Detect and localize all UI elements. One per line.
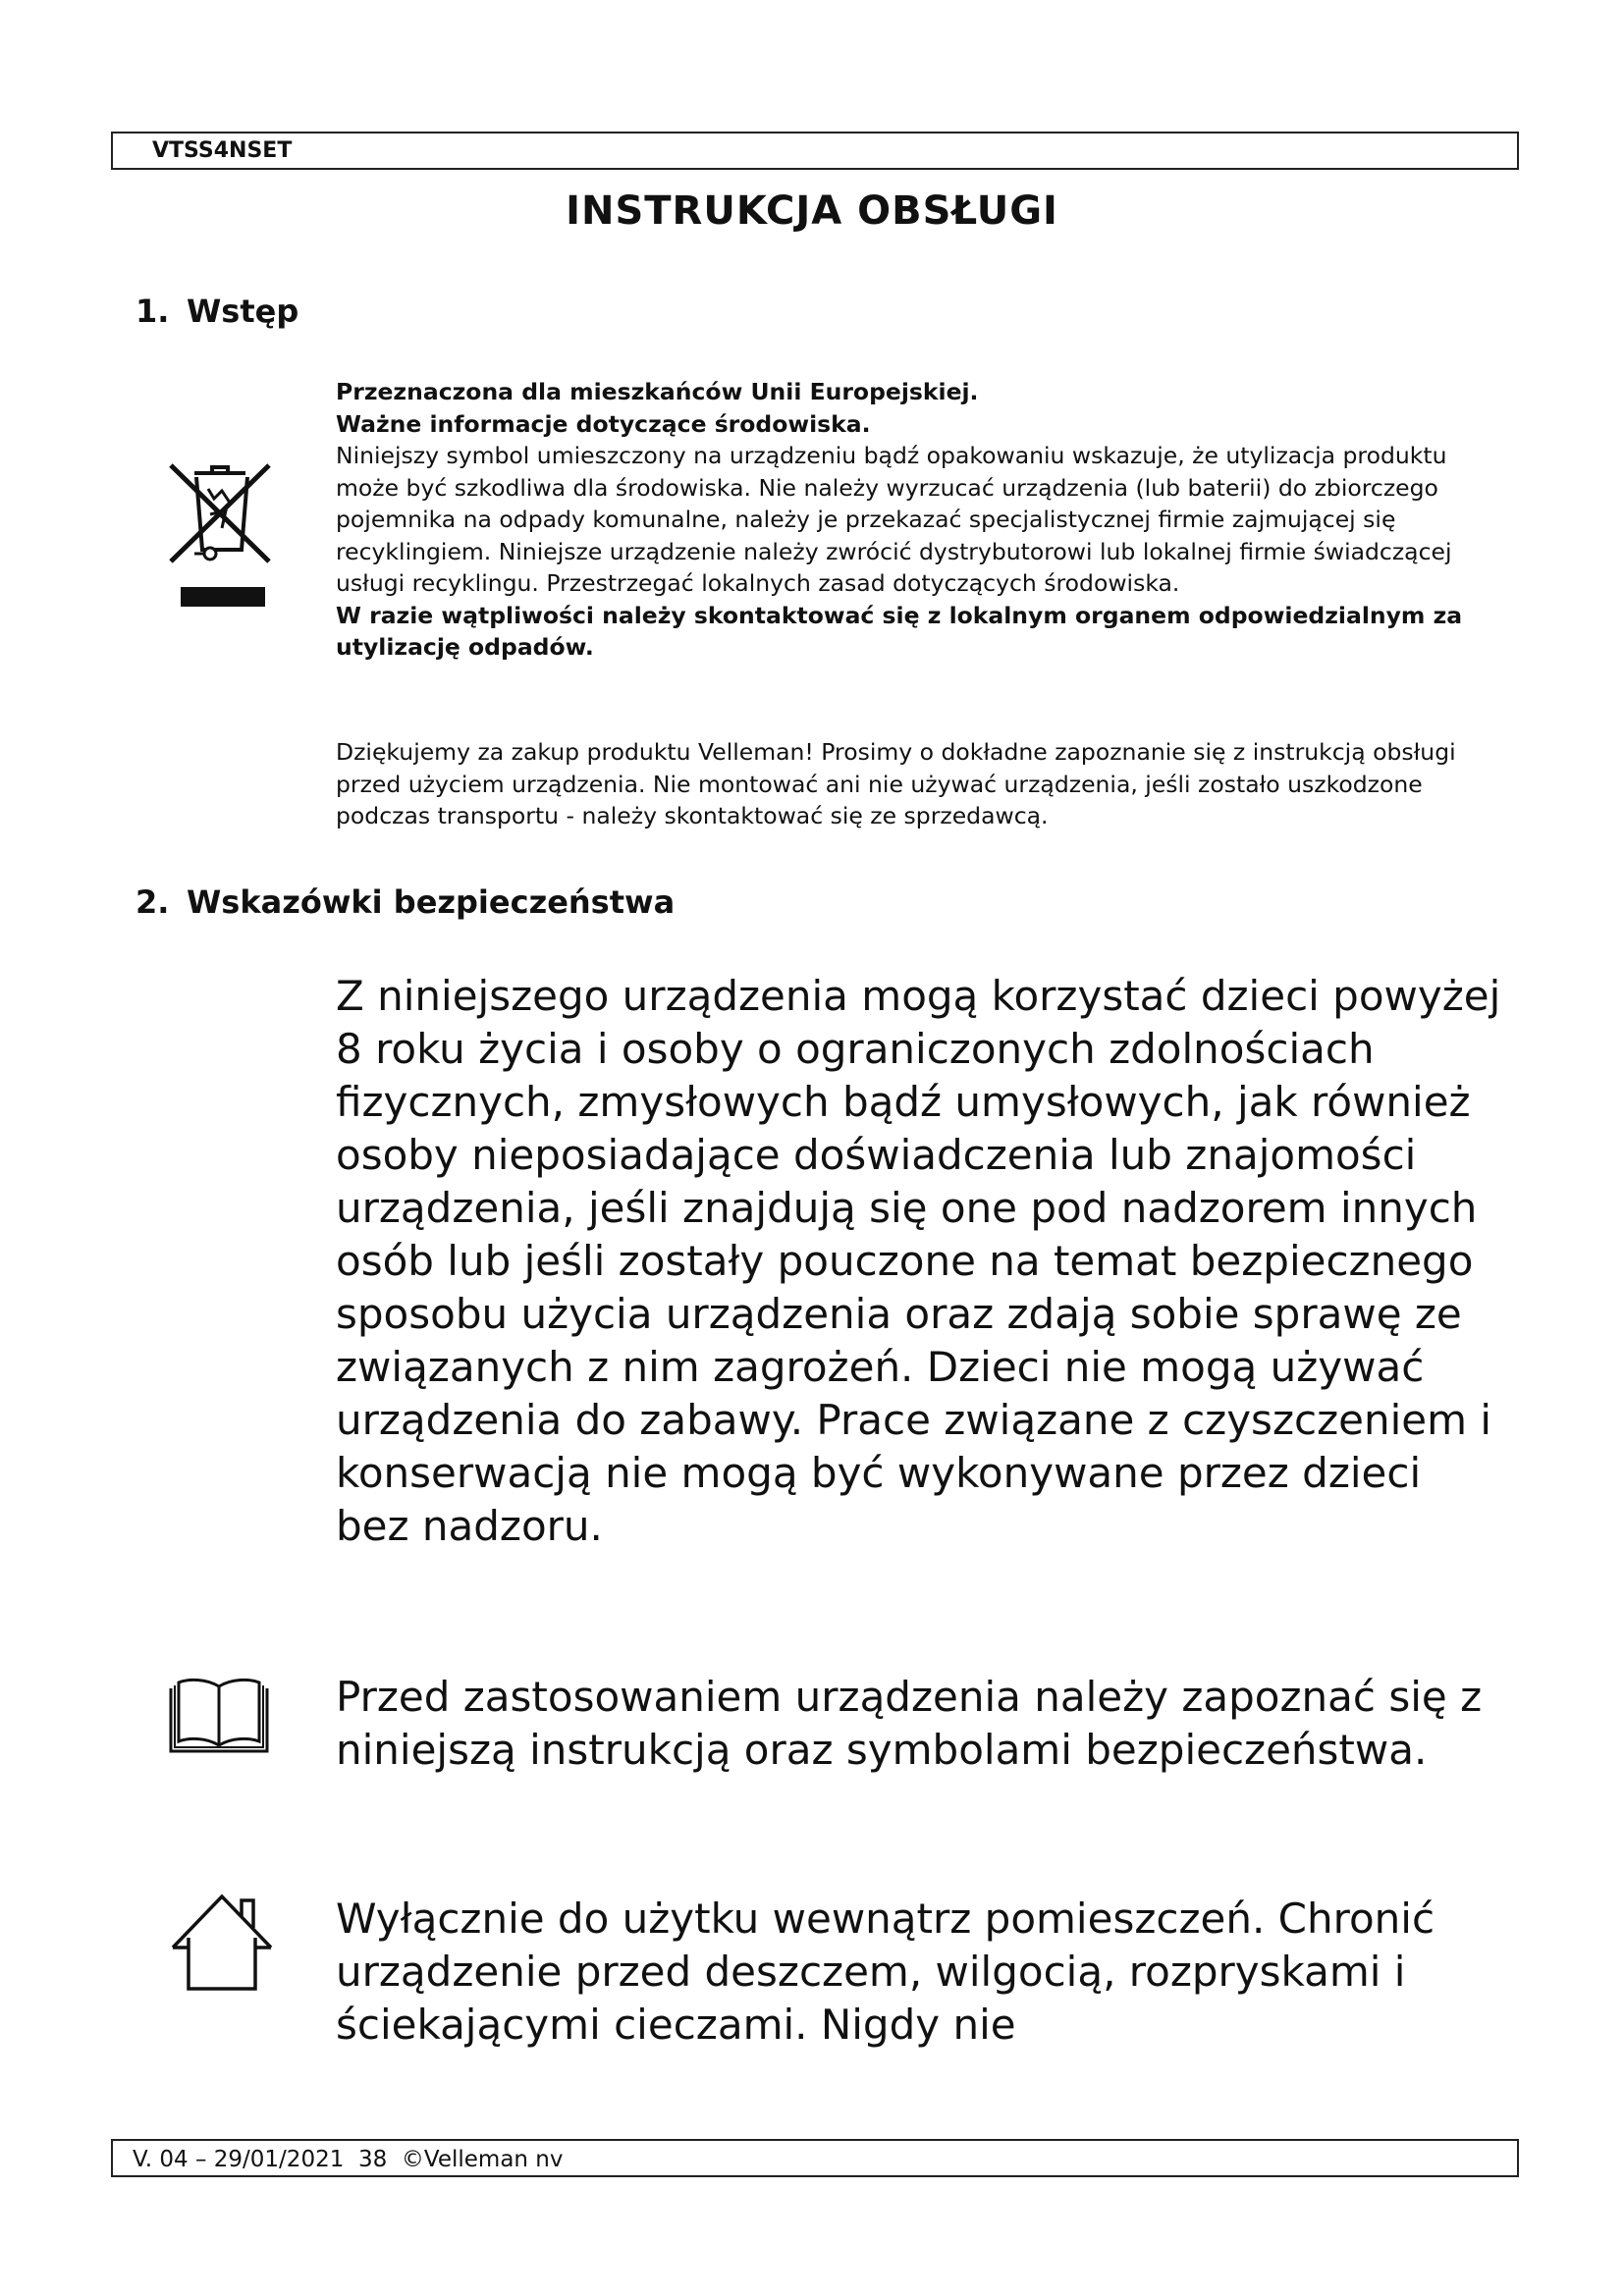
- section-1-heading: [135, 293, 298, 330]
- eu-residents-line: Przeznaczona dla mieszkańców Unii Europejskiej.: [336, 378, 979, 405]
- header-box: [111, 132, 1519, 170]
- document-title: INSTRUKCJA OBSŁUGI: [566, 188, 1058, 234]
- section-2-title: Wskazówki bezpieczeństwa: [187, 883, 676, 921]
- open-book-icon: [165, 1673, 273, 1755]
- crossed-out-wheelie-bin-icon: [165, 459, 275, 612]
- footer-copyright: ©Velleman nv: [401, 2147, 564, 2172]
- environment-contact-note: W razie wątpliwości należy skontaktować się z lokalnym organem odpowiedzialnym za utylizację odpadów.: [336, 601, 1463, 661]
- environment-body: Niniejszy symbol umieszczony na urządzeniu bądź opakowaniu wskazuje, że utylizacja produktu może być szkodliwa dla środowiska. Nie należy wyrzucać urządzenia (lub baterii) do zbiorczego pojemnika na odpady komunalne, należy je przekazać specjalistycznej firmie zajmującej się recyklingiem. Niniejsze urządzenie należy zwrócić dystrybutorowi lub lokalnej firmie świadczącej usługi recyklingu. Przestrzegać lokalnych zasad dotyczących środowiska.: [336, 442, 1452, 597]
- house-icon: [169, 1891, 275, 1995]
- section-2-number: 2.: [135, 883, 170, 921]
- model-code: VTSS4NSET: [152, 138, 293, 163]
- footer-version: V. 04 – 29/01/2021: [133, 2147, 345, 2172]
- environment-heading: Ważne informacje dotyczące środowiska.: [336, 409, 871, 438]
- read-manual-text: Przed zastosowaniem urządzenia należy zapoznać się z niniejszą instrukcją oraz symbolami bezpieczeństwa.: [336, 1673, 1483, 1774]
- indoor-use-text: Wyłącznie do użytku wewnątrz pomieszczeń. Chronić urządzenie przed deszczem, wilgocią, rozpryskami i ściekającymi cieczami. Nigdy nie: [336, 1895, 1435, 2049]
- section-1-number: 1.: [135, 293, 170, 330]
- section-1-title: Wstęp: [187, 293, 299, 330]
- footer-text: [133, 2147, 564, 2172]
- section-2-heading: [135, 883, 675, 921]
- thanks-paragraph: Dziękujemy za zakup produktu Velleman! Prosimy o dokładne zapoznanie się z instrukcją obsługi przed użyciem urządzenia. Nie montować ani nie używać urządzenia, jeśli zostało uszkodzone podczas transportu - należy skontaktować się ze sprzedawcą.: [336, 738, 1456, 829]
- footer-box: [111, 2139, 1519, 2177]
- children-warning: Z niniejszego urządzenia mogą korzystać dzieci powyżej 8 roku życia i osoby o ograniczonych zdolnościach fizycznych, zmysłowych bądź umysłowych, jak również osoby nieposiadające doświadczenia lub znajomości urządzenia, jeśli znajdują się one pod nadzorem innych osób lub jeśli zostały pouczone na temat bezpiecznego sposobu użycia urządzenia oraz zdają sobie sprawę ze związanych z nim zagrożeń. Dzieci nie mogą używać urządzenia do zabawy. Prace związane z czyszczeniem i konserwacją nie mogą być wykonywane przez dzieci bez nadzoru.: [336, 972, 1501, 1550]
- environment-info: [336, 376, 1465, 664]
- footer-page-number: 38: [357, 2147, 388, 2172]
